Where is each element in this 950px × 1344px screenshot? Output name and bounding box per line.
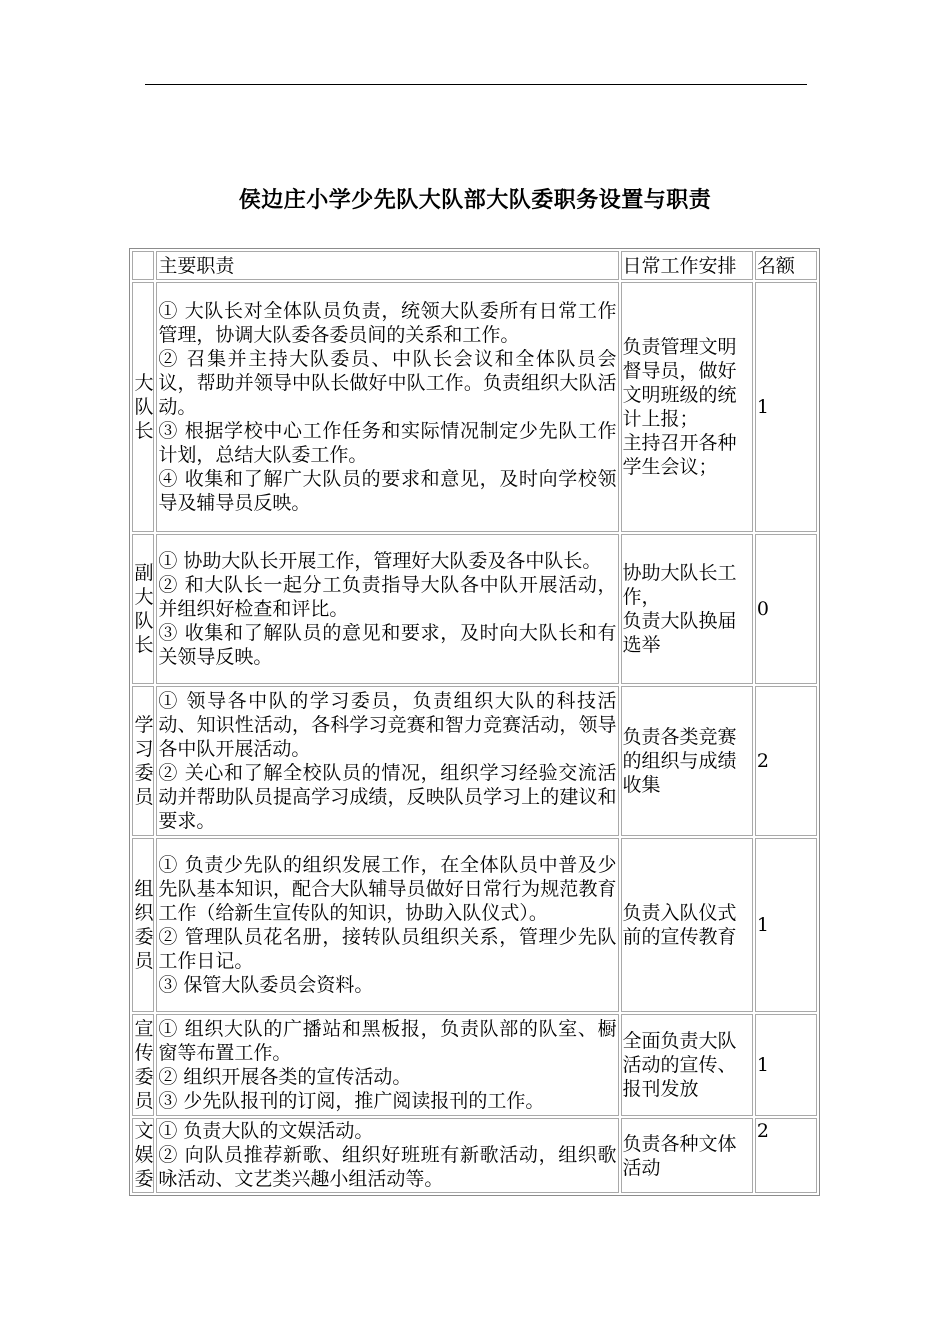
position-cell [132,686,154,836]
daily-item: 负责各种文体活动 [622,1132,737,1179]
duty-item: ① 组织大队的广播站和黑板报，负责队部的队室、橱窗等布置工作。 [158,1018,617,1064]
duty-item: ① 领导各中队的学习委员，负责组织大队的科技活动、知识性活动，各科学习竞赛和智力竞赛活动，领导各中队开展活动。 [158,690,617,760]
duties-cell [156,282,618,532]
duty-item: ② 召集并主持大队委员、中队长会议和全体队员会议，帮助并领导中队长做好中队工作。负责组织大队活动。 [158,348,617,418]
duty-item: ① 负责少先队的组织发展工作，在全体队员中普及少先队基本知识，配合大队辅导员做好日常行为规范教育工作（给新生宣传队的知识，协助入队仪式）。 [158,854,617,924]
position-name: 大队长 [134,372,154,442]
header-daily: 日常工作安排 [621,251,753,280]
duties-cell [156,1118,618,1193]
position-name: 学习委员 [134,714,154,808]
duties-cell [156,1014,618,1116]
header-position [132,251,154,280]
position-cell [132,1014,154,1116]
position-name: 宣传委员 [134,1018,154,1112]
daily-item: 主持召开各种学生会议； [622,432,737,478]
duty-item: ③ 收集和了解队员的意见和要求，及时向大队长和有关领导反映。 [158,622,617,668]
position-name: 组织委员 [134,878,154,972]
quota-cell: 1 [755,282,817,532]
table-row [132,686,817,836]
daily-item: 负责各类竞赛的组织与成绩收集 [622,726,737,796]
duty-item: ① 大队长对全体队员负责，统领大队委所有日常工作管理，协调大队委各委员间的关系和工作。 [158,300,617,346]
quota-cell: 0 [755,534,817,684]
duties-cell [156,686,618,836]
daily-cell [621,838,753,1012]
header-rule [145,84,807,85]
table-row [132,1118,817,1193]
duty-item: ② 组织开展各类的宣传活动。 [158,1066,412,1088]
table-row [132,838,817,1012]
duty-item: ② 向队员推荐新歌、组织好班班有新歌活动，组织歌咏活动、文艺类兴趣小组活动等。 [158,1144,617,1190]
daily-item: 协助大队长工作， [622,562,737,608]
daily-cell [621,282,753,532]
quota-cell: 1 [755,838,817,1012]
duties-cell [156,534,618,684]
daily-item: 负责大队换届选举 [622,610,737,656]
daily-item: 全面负责大队活动的宣传、报刊发放 [622,1030,737,1100]
duty-item: ① 负责大队的文娱活动。 [158,1120,374,1142]
table-row [132,282,817,532]
duty-item: ② 关心和了解全校队员的情况，组织学习经验交流活动并帮助队员提高学习成绩，反映队员学习上的建议和要求。 [158,762,617,832]
duty-item: ① 协助大队长开展工作，管理好大队委及各中队长。 [158,550,602,572]
quota-cell: 2 [755,1118,817,1193]
position-name: 文娱委 [134,1120,154,1190]
duty-item: ② 和大队长一起分工负责指导大队各中队开展活动，并组织好检查和评比。 [158,574,617,620]
duties-cell [156,838,618,1012]
position-name: 副大队长 [134,562,154,656]
quota-cell: 2 [755,686,817,836]
daily-cell [621,686,753,836]
document-title: 侯边庄小学少先队大队部大队委职务设置与职责 [238,187,712,213]
duty-item: ④ 收集和了解广大队员的要求和意见，及时向学校领导及辅导员反映。 [158,468,617,514]
duty-item: ② 管理队员花名册，接转队员组织关系，管理少先队工作日记。 [158,926,617,972]
daily-item: 负责入队仪式前的宣传教育 [622,902,737,948]
duties-table [129,248,820,1196]
daily-cell [621,534,753,684]
daily-cell [621,1014,753,1116]
table-row [132,534,817,684]
duty-item: ③ 少先队报刊的订阅，推广阅读报刊的工作。 [158,1090,545,1112]
table-header-row [132,251,817,280]
daily-cell [621,1118,753,1193]
header-quota: 名额 [755,251,817,280]
header-duties: 主要职责 [156,251,618,280]
duty-item: ③ 保管大队委员会资料。 [158,974,374,996]
quota-cell: 1 [755,1014,817,1116]
table-row [132,1014,817,1116]
position-cell [132,282,154,532]
position-cell [132,838,154,1012]
duty-item: ③ 根据学校中心工作任务和实际情况制定少先队工作计划，总结大队委工作。 [158,420,617,466]
daily-item: 负责管理文明督导员，做好文明班级的统计上报； [622,336,737,430]
position-cell [132,1118,154,1193]
position-cell [132,534,154,684]
